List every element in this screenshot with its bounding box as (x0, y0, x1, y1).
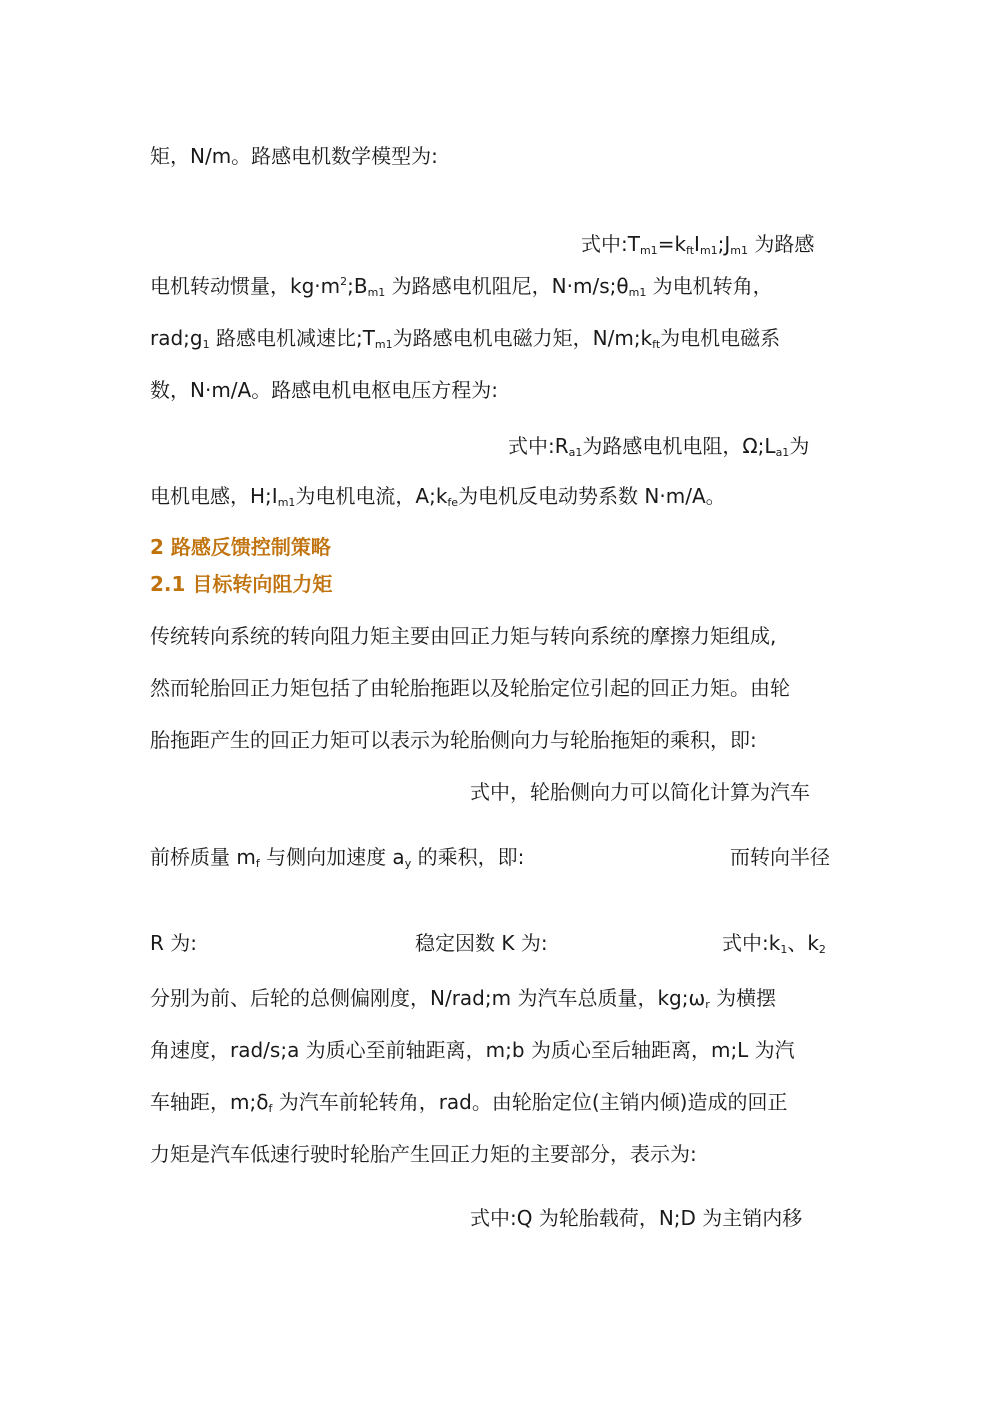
subscript: m1 (374, 338, 393, 351)
text-line (470, 1204, 802, 1232)
subscript: 1 (780, 943, 788, 956)
text-line (508, 432, 809, 460)
subscript: fe (447, 496, 459, 509)
text-span: 式中:k (722, 931, 781, 955)
text-span: 为电机电流，A;k (295, 484, 448, 508)
text-span: 前桥质量 m (150, 845, 256, 869)
text-line (150, 482, 726, 510)
text-line (581, 230, 814, 258)
text-line (150, 1036, 795, 1064)
text-span: 稳定因数 K 为: (415, 931, 548, 955)
text-span: 传统转向系统的转向阻力矩主要由回正力矩与转向系统的摩擦力矩组成, (150, 624, 777, 648)
text-span: 矩，N/m。路感电机数学模型为: (150, 144, 438, 168)
text-span: 为路感电机电磁力矩，N/m;k (392, 326, 653, 350)
text-span: 而转向半径 (730, 845, 830, 869)
text-line (150, 726, 757, 754)
text-span: 式中:R (508, 434, 569, 458)
text-span: 为横摆 (709, 986, 777, 1010)
text-span: 为 (789, 434, 810, 458)
subscript: r (705, 998, 710, 1011)
subscript: y (404, 857, 412, 870)
subscript: ft (652, 338, 661, 351)
text-span: 的乘积，即: (411, 845, 525, 869)
text-span: 式中:Q 为轮胎载荷，N;D 为主销内移 (470, 1206, 803, 1230)
text-span: 路感电机减速比;T (209, 326, 375, 350)
text-line (722, 929, 826, 957)
text-span: ;B (347, 274, 368, 298)
subscript: 2 (818, 943, 826, 956)
text-span: 式中:T (581, 232, 640, 256)
text-line (150, 272, 773, 300)
text-span: 为电机反电动势系数 N·m/A。 (458, 484, 726, 508)
text-span: ;J (717, 232, 731, 256)
text-span: 数，N·m/A。路感电机电枢电压方程为: (150, 378, 498, 402)
subscript: m1 (730, 244, 749, 257)
text-line (470, 778, 810, 806)
subsection-heading: 2.1 目标转向阻力矩 (150, 572, 333, 596)
text-span: 与侧向加速度 a (259, 845, 405, 869)
subscript: m1 (367, 286, 386, 299)
text-line (150, 142, 438, 170)
text-line (150, 622, 776, 650)
subscript: f (255, 857, 260, 870)
text-line (150, 843, 524, 871)
subscript: a1 (568, 446, 583, 459)
text-span: I (694, 232, 700, 256)
text-span: 为路感电机电阻，Ω;L (582, 434, 776, 458)
text-span: 车轴距，m;δ (150, 1090, 269, 1114)
text-span: 为路感 (748, 232, 815, 256)
subscript: 1 (202, 338, 210, 351)
section-heading: 2 路感反馈控制策略 (150, 535, 331, 559)
subscript: f (268, 1102, 273, 1115)
subscript: m1 (699, 244, 718, 257)
text-span: 分别为前、后轮的总侧偏刚度，N/rad;m 为汽车总质量，kg;ω (150, 986, 706, 1010)
text-line (150, 1088, 787, 1116)
text-line (730, 843, 830, 871)
subscript: m1 (639, 244, 658, 257)
text-line (415, 929, 548, 957)
text-span: rad;g (150, 326, 203, 350)
text-line (150, 324, 780, 352)
text-line (150, 376, 498, 404)
text-span: 为路感电机阻尼，N·m/s;θ (385, 274, 629, 298)
subscript: a1 (775, 446, 790, 459)
text-line (150, 984, 776, 1012)
text-span: R 为: (150, 931, 197, 955)
text-span: 、k (787, 931, 819, 955)
text-span: 电机电感，H;I (150, 484, 278, 508)
subscript: m1 (277, 496, 296, 509)
text-span: =k (657, 232, 687, 256)
text-line (150, 929, 197, 957)
text-span: 胎拖距产生的回正力矩可以表示为轮胎侧向力与轮胎拖矩的乘积，即: (150, 728, 757, 752)
text-span: 然而轮胎回正力矩包括了由轮胎拖距以及轮胎定位引起的回正力矩。由轮 (150, 676, 790, 700)
subscript: m1 (628, 286, 647, 299)
text-span: 电机转动惯量，kg·m (150, 274, 341, 298)
text-span: 为汽车前轮转角，rad。由轮胎定位(主销内倾)造成的回正 (272, 1090, 788, 1114)
text-line (150, 1140, 697, 1168)
text-span: 为电机电磁系 (660, 326, 781, 350)
superscript: 2 (340, 275, 348, 288)
subscript: ft (686, 244, 695, 257)
text-span: 为电机转角， (646, 274, 773, 298)
text-span: 力矩是汽车低速行驶时轮胎产生回正力矩的主要部分，表示为: (150, 1142, 697, 1166)
text-line (150, 674, 790, 702)
text-span: 角速度，rad/s;a 为质心至前轴距离，m;b 为质心至后轴距离，m;L 为汽 (150, 1038, 795, 1062)
text-span: 式中，轮胎侧向力可以简化计算为汽车 (470, 780, 810, 804)
